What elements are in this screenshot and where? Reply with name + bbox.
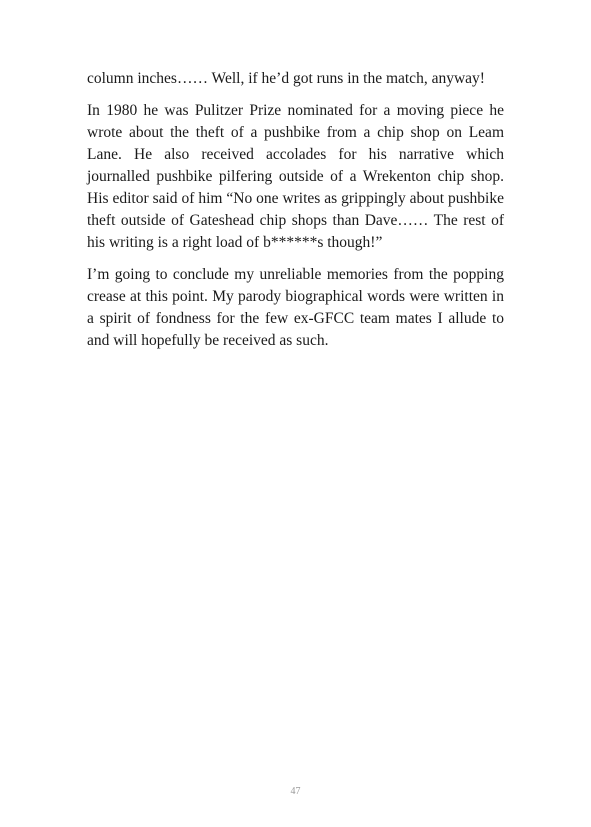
paragraph-pulitzer: In 1980 he was Pulitzer Prize nominated for a moving piece he wrote about the theft of a pushbike from a chip shop on Leam Lane. He also received accolades for his narrative which journalled pushbike pilfering outside of a Wrekenton chip shop. His editor said of him “No one writes as grippingly about pushbike theft outside of Gateshead chip shops than Dave…… The rest of his writing is a right load of b******s though!”: [87, 102, 504, 251]
body-text: [87, 68, 504, 362]
paragraph-conclusion: I’m going to conclude my unreliable memories from the popping crease at this point. My parody biographical words were written in a spirit of fondness for the few ex-GFCC team mates I allude to and will hopefully be received as such.: [87, 266, 504, 349]
paragraph-continuation: column inches…… Well, if he’d got runs in the match, anyway!: [87, 70, 485, 87]
page-number: 47: [290, 786, 301, 797]
